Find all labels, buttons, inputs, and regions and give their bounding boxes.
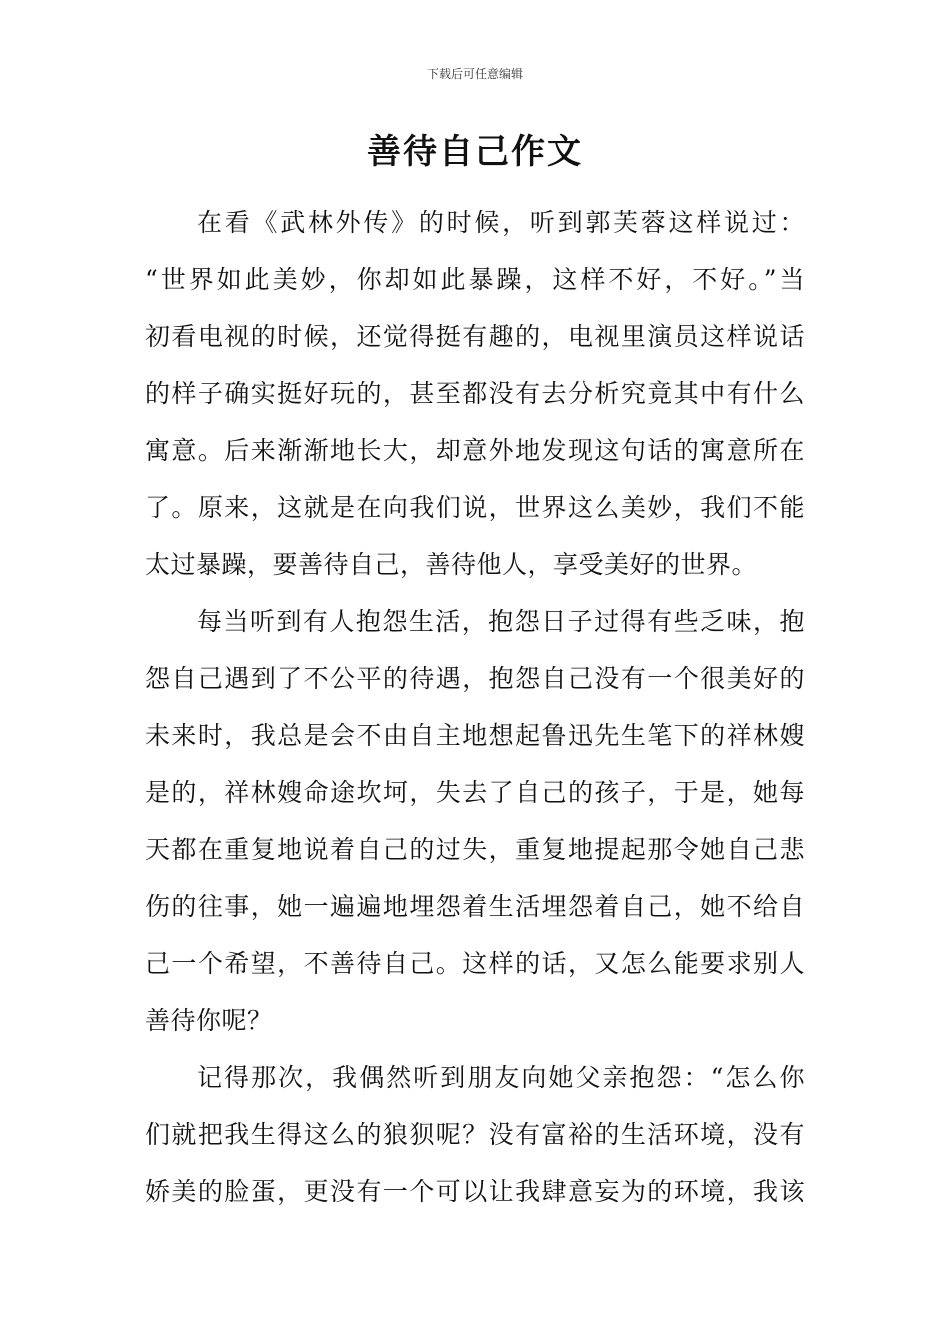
document-title: 善待自己作文 xyxy=(367,132,583,172)
text-line: 未来时，我总是会不由自主地想起鲁迅先生笔下的祥林嫂 xyxy=(145,721,805,750)
paragraph-3 xyxy=(145,1049,805,1220)
page-header-note: 下载后可任意编辑 xyxy=(426,67,523,81)
text-line: 太过暴躁，要善待自己，善待他人，享受美好的世界。 xyxy=(145,550,758,579)
text-line: 怨自己遇到了不公平的待遇，抱怨自己没有一个很美好的 xyxy=(145,664,805,693)
text-line: 天都在重复地说着自己的过失，重复地提起那令她自己悲 xyxy=(145,835,805,864)
text-line: 们就把我生得这么的狼狈呢？没有富裕的生活环境，没有 xyxy=(145,1120,805,1149)
text-line: 娇美的脸蛋，更没有一个可以让我肆意妄为的环境，我该 xyxy=(145,1177,805,1206)
text-line: 伤的往事，她一遍遍地埋怨着生活埋怨着自己，她不给自 xyxy=(145,892,805,921)
text-line: 是的，祥林嫂命途坎坷，失去了自己的孩子，于是，她每 xyxy=(145,778,805,807)
text-line: 初看电视的时候，还觉得挺有趣的，电视里演员这样说话 xyxy=(145,322,805,351)
text-line: 善待你呢？ xyxy=(145,1006,273,1035)
text-line: “世界如此美妙，你却如此暴躁，这样不好，不好。”当 xyxy=(145,265,805,294)
text-line: 的样子确实挺好玩的，甚至都没有去分析究竟其中有什么 xyxy=(145,379,805,408)
text-line: 记得那次，我偶然听到朋友向她父亲抱怨：“怎么你 xyxy=(197,1063,805,1092)
document-body xyxy=(145,194,805,1220)
text-line: 每当听到有人抱怨生活，抱怨日子过得有些乏味，抱 xyxy=(197,607,805,636)
text-line: 了。原来，这就是在向我们说，世界这么美妙，我们不能 xyxy=(145,493,805,522)
text-line: 寓意。后来渐渐地长大，却意外地发现这句话的寓意所在 xyxy=(145,436,805,465)
paragraph-1 xyxy=(145,194,805,593)
paragraph-2 xyxy=(145,593,805,1049)
text-line: 在看《武林外传》的时候，听到郭芙蓉这样说过： xyxy=(197,208,805,237)
text-line: 己一个希望，不善待自己。这样的话，又怎么能要求别人 xyxy=(145,949,805,978)
